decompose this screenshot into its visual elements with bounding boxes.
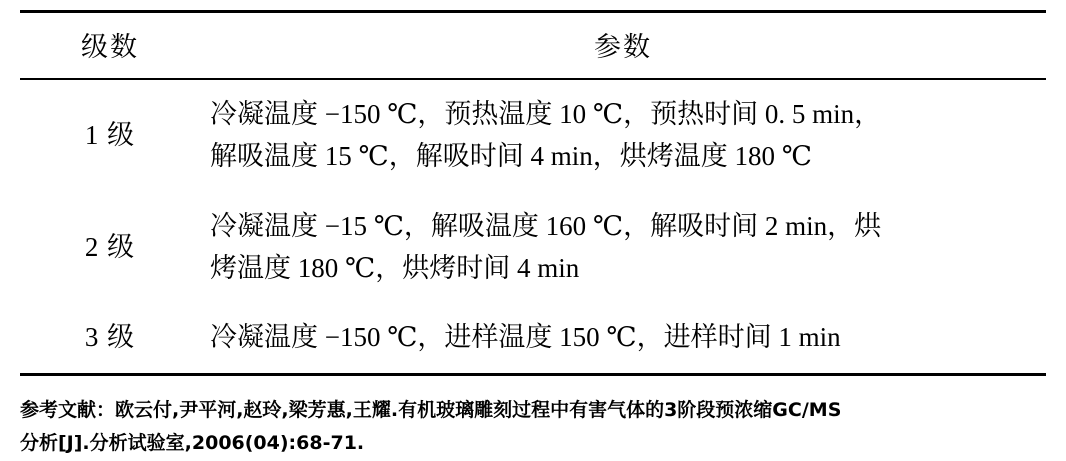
row-param-2-line-1: 冷凝温度 −15 ℃，解吸温度 160 ℃，解吸时间 2 min，烘 xyxy=(210,210,882,241)
row-level-2: 2 级 xyxy=(84,231,136,262)
reference-note xyxy=(20,394,1020,461)
row-param-3-line-1: 冷凝温度 −150 ℃，进样温度 150 ℃，进样时间 1 min xyxy=(210,322,841,353)
reference-line-1: 参考文献：欧云付,尹平河,赵玲,梁芳惠,王耀.有机玻璃雕刻过程中有害气体的3阶段预浓缩GC/MS xyxy=(20,399,842,422)
row-param-1-line-1: 冷凝温度 −150 ℃，预热温度 10 ℃，预热时间 0. 5 min， xyxy=(210,99,882,129)
parameter-table xyxy=(20,10,1046,376)
row-param-1 xyxy=(200,79,1046,192)
row-level-3: 3 级 xyxy=(84,322,136,353)
table-row xyxy=(20,192,1046,304)
row-param-2-line-2: 烤温度 180 ℃，烘烤时间 4 min xyxy=(210,252,580,283)
column-header-level: 级数 xyxy=(20,15,200,79)
row-param-1-line-2: 解吸温度 15 ℃，解吸时间 4 min，烘烤温度 180 ℃ xyxy=(210,140,812,171)
row-param-2 xyxy=(200,192,1046,304)
column-header-param: 参数 xyxy=(200,15,1046,79)
document-page xyxy=(0,10,1066,460)
table-header-row xyxy=(20,15,1046,79)
table-row xyxy=(20,303,1046,374)
table-bottom-rule xyxy=(20,375,1046,377)
row-param-3 xyxy=(200,303,1046,374)
reference-line-2: 分析[J].分析试验室,2006(04):68-71. xyxy=(20,432,365,455)
table-row xyxy=(20,79,1046,192)
row-level-1: 1 级 xyxy=(84,119,136,150)
